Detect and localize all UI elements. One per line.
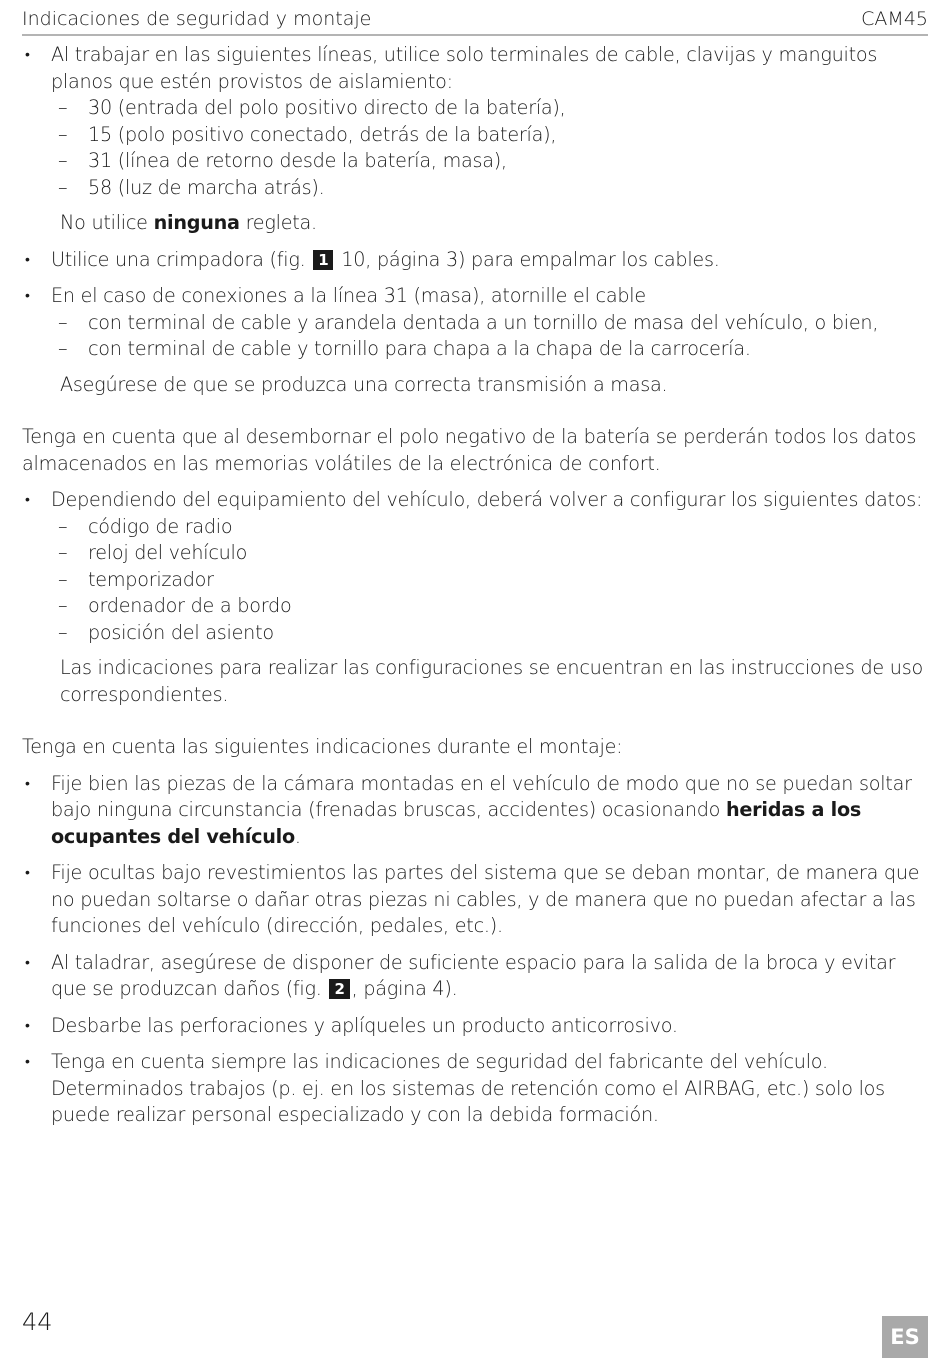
model-name: CAM45 (861, 8, 928, 30)
figure-reference-badge: 1 (313, 250, 333, 270)
figure-reference-badge: 2 (329, 979, 349, 999)
list-item: – 31 (línea de retorno desde la batería, masa), (51, 148, 932, 175)
list-item (22, 950, 932, 1003)
list-item (22, 247, 932, 274)
list-item: – temporizador (51, 567, 932, 594)
list-item (22, 42, 932, 237)
note-emphasis: ninguna (153, 211, 240, 234)
note (22, 210, 932, 237)
list-item: – ordenador de a bordo (51, 593, 932, 620)
page-number: 44 (22, 1308, 53, 1336)
connection-list (51, 310, 932, 363)
language-badge: ES (882, 1316, 928, 1358)
page-content (22, 42, 932, 1139)
mounting-paragraph: Tenga en cuenta las siguientes indicaciones durante el montaje: (22, 735, 623, 758)
bullet-text: , página 4). (351, 977, 458, 1000)
list-item: – 58 (luz de marcha atrás). (51, 175, 932, 202)
bullet-text: Al trabajar en las siguientes líneas, utilice solo terminales de cable, clavijas y manguitos planos que estén provistos de aislamiento: (51, 43, 878, 93)
mounting-bullet-list (22, 771, 932, 1129)
list-item: – código de radio (51, 514, 932, 541)
list-item: • Desbarbe las perforaciones y aplíqueles un producto anticorrosivo. (22, 1013, 932, 1040)
data-list (51, 514, 932, 647)
list-item (22, 487, 932, 708)
page-header (22, 6, 928, 36)
list-item (22, 771, 932, 851)
bullet-text: Al taladrar, asegúrese de disponer de suficiente espacio para la salida de la broca y evitar que se produzcan daños (fig. (51, 950, 896, 1000)
list-item: – 15 (polo positivo conectado, detrás de la batería), (51, 122, 932, 149)
list-item: – 30 (entrada del polo positivo directo de la batería), (51, 95, 932, 122)
bullet-text: Fije bien las piezas de la cámara montadas en el vehículo de modo que no se puedan soltar bajo ninguna circunstancia (frenadas bruscas, accidentes) ocasionando (51, 771, 912, 821)
list-item: • Tenga en cuenta siempre las indicaciones de seguridad del fabricante del vehículo. Determinados trabajos (p. ej. en los sistemas de retención como el AIRBAG, etc.) solo los puede realizar personal especializado y con la debida formación. (22, 1049, 932, 1129)
list-item: – con terminal de cable y arandela dentada a un tornillo de masa del vehículo, o bien, (51, 310, 932, 337)
line-list (51, 95, 932, 201)
list-item: • Fije ocultas bajo revestimientos las partes del sistema que se deban montar, de manera que no puedan soltarse o dañar otras piezas ni cables, y de manera que no puedan afectar a las funciones del vehículo (dirección, pedales, etc.). (22, 860, 932, 940)
note: Asegúrese de que se produzca una correcta transmisión a masa. (60, 372, 668, 396)
battery-paragraph: Tenga en cuenta que al desembornar el polo negativo de la batería se perderán todos los datos almacenados en las memorias volátiles de la electrónica de confort. (22, 425, 917, 475)
bullet-text: Dependiendo del equipamiento del vehículo, deberá volver a configurar los siguientes datos: (51, 488, 923, 511)
list-item (22, 283, 932, 398)
config-bullet-list (22, 487, 932, 708)
list-item: – reloj del vehículo (51, 540, 932, 567)
wiring-bullet-list (22, 42, 932, 398)
note-text: No utilice (60, 211, 154, 234)
bullet-text: . (294, 824, 301, 848)
note: Las indicaciones para realizar las configuraciones se encuentran en las instrucciones de uso correspondientes. (60, 656, 923, 706)
bullet-text: En el caso de conexiones a la línea 31 (masa), atornille el cable (51, 284, 646, 307)
list-item: – posición del asiento (51, 620, 932, 647)
note-text: regleta. (239, 211, 317, 234)
bullet-text: 10, página 3) para empalmar los cables. (335, 247, 720, 271)
bullet-emphasis: heridas a los ocupantes del vehículo (51, 798, 862, 848)
bullet-text: Utilice una crimpadora (fig. (51, 247, 312, 271)
section-title: Indicaciones de seguridad y montaje (22, 8, 372, 30)
list-item: – con terminal de cable y tornillo para chapa a la chapa de la carrocería. (51, 336, 932, 363)
